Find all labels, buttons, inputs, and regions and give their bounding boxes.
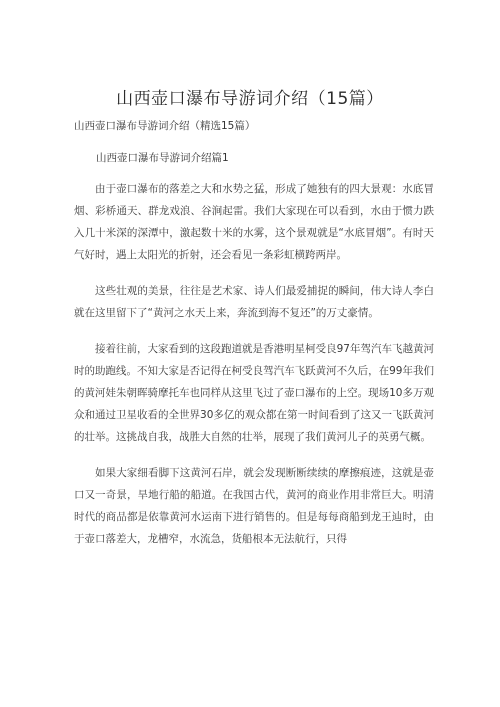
paragraph-1: 由于壶口瀑布的落差之大和水势之猛，形成了她独有的四大景观：水底冒烟、彩桥通天、群龙戏浪、谷涧起雷。我们大家现在可以看到，水由于惯力跌入几十米深的深潭中，激起数十米的水雾，这个景观就是“水底冒烟”。有时天气好时，遇上太阳光的折射，还会看见一条彩虹横跨两岸。	[74, 183, 434, 261]
document-title: 山西壶口瀑布导游词介绍（15篇）	[116, 89, 384, 109]
document-body	[74, 178, 434, 564]
paragraph-3: 接着往前，大家看到的这段跑道就是香港明星柯受良97年驾汽车飞越黄河时的助跑线。不知大家是否记得在柯受良驾汽车飞跃黄河不久后，在99年我们的黄河娃朱朝晖骑摩托车也同样从这里飞过了壶口瀑布的上空。现场10多万观众和通过卫星收看的全世界30多亿的观众都在第一时间看到了这又一飞跃黄河的壮举。这挑战自我，战胜大自然的壮举，展现了我们黄河儿子的英勇气概。	[74, 343, 434, 443]
section-heading: 山西壶口瀑布导游词介绍篇1	[96, 152, 229, 164]
paragraph-4: 如果大家细看脚下这黄河石岸，就会发现断断续续的摩擦痕迹，这就是壶口又一奇景，旱地行船的船道。在我国古代，黄河的商业作用非常巨大。明清时代的商品都是依靠黄河水运南下进行销售的。但是每每商船到龙王辿时，由于壶口落差大，龙槽窄，水流急，货船根本无法航行，只得	[74, 467, 434, 545]
paragraph-2: 这些壮观的美景，往往是艺术家、诗人们最爱捕捉的瞬间，伟大诗人李白就在这里留下了“黄河之水天上来，奔流到海不复还”的万丈豪情。	[74, 285, 434, 319]
document-subtitle: 山西壶口瀑布导游词介绍（精选15篇）	[74, 120, 256, 132]
